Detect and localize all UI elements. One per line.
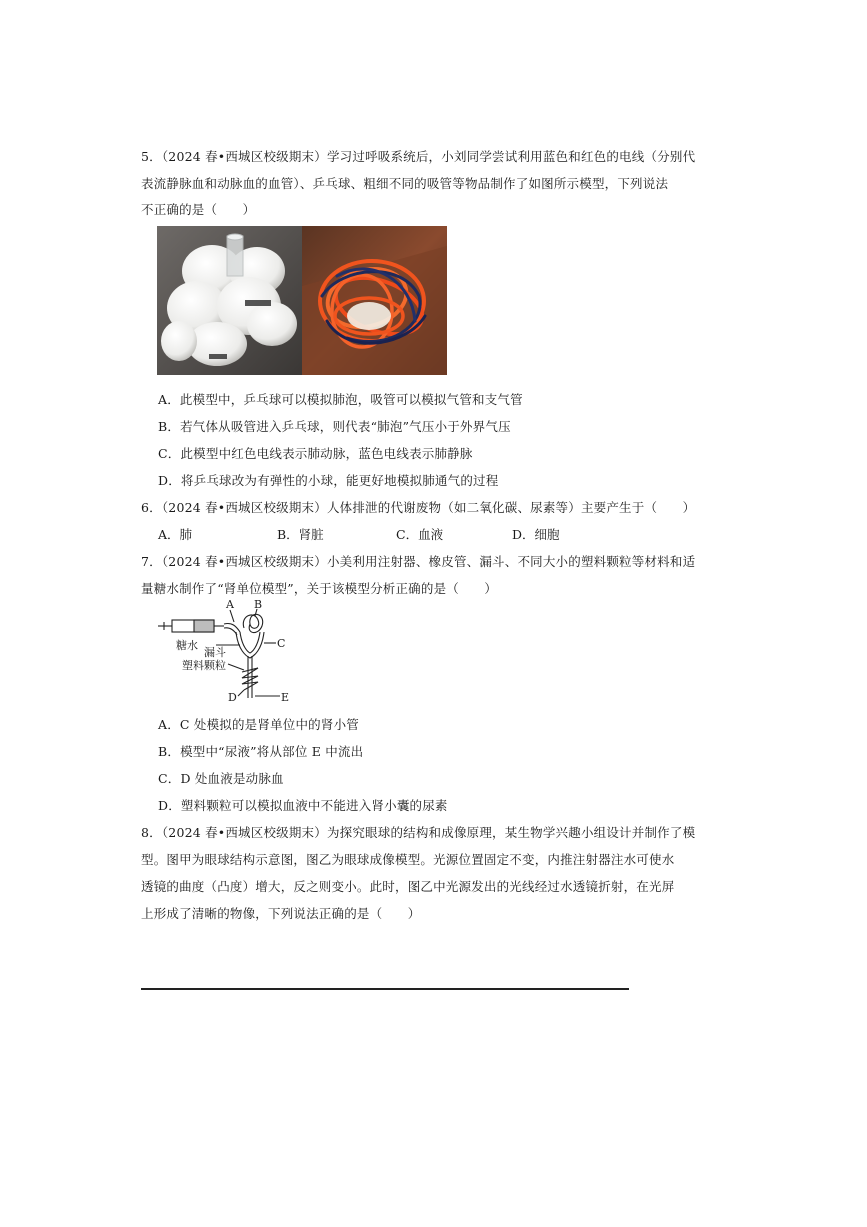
diagram-label-e: E <box>281 691 290 704</box>
q7-stem-line1: 7．（2024 春•西城区校级期末）小美利用注射器、橡皮管、漏斗、不同大小的塑料颗粒等材料和适 <box>141 554 696 569</box>
q5-stem-line2: 表流静脉血和动脉血的血管）、乒乓球、粗细不同的吸管等物品制作了如图所示模型，下列说法 <box>141 176 669 191</box>
q7-nephron-model-diagram <box>158 598 298 708</box>
q7-option-a: A．C 处模拟的是肾单位中的肾小管 <box>158 717 359 732</box>
diagram-label-funnel: 漏斗 <box>204 646 226 659</box>
page-footer-rule <box>141 988 629 990</box>
diagram-label-b: B <box>254 598 263 611</box>
q5-option-a: A．此模型中，乒乓球可以模拟肺泡，吸管可以模拟气管和支气管 <box>158 392 523 407</box>
diagram-label-plastic-particles: 塑料颗粒 <box>182 659 226 672</box>
q7-option-b: B．模型中“尿液”将从部位 E 中流出 <box>158 744 364 759</box>
q5-stem-line3: 不正确的是（ ） <box>141 202 256 217</box>
q7-option-c: C．D 处血液是动脉血 <box>158 771 284 786</box>
diagram-label-sugar-water: 糖水 <box>176 639 198 652</box>
q6-option-a: A．肺 <box>158 527 193 542</box>
diagram-label-d: D <box>228 691 237 704</box>
q8-stem-line4: 上形成了清晰的物像，下列说法正确的是（ ） <box>141 906 421 921</box>
q5-option-c: C．此模型中红色电线表示肺动脉，蓝色电线表示肺静脉 <box>158 446 473 461</box>
q5-stem-line1: 5．（2024 春•西城区校级期末）学习过呼吸系统后，小刘同学尝试利用蓝色和红色的电线（分别代 <box>141 149 696 164</box>
q6-option-c: C．血液 <box>396 527 444 542</box>
diagram-label-a: A <box>226 598 234 611</box>
q5-model-photo <box>157 226 447 375</box>
q7-stem-line2: 量糖水制作了“肾单位模型”，关于该模型分析正确的是（ ） <box>141 581 498 596</box>
q8-stem-line3: 透镜的曲度（凸度）增大，反之则变小。此时，图乙中光源发出的光线经过水透镜折射，在光屏 <box>141 879 675 894</box>
diagram-label-c: C <box>277 637 286 650</box>
q5-option-d: D．将乒乓球改为有弹性的小球，能更好地模拟肺通气的过程 <box>158 473 499 488</box>
q8-stem-line2: 型。图甲为眼球结构示意图，图乙为眼球成像模型。光源位置固定不变，内推注射器注水可使水 <box>141 852 675 867</box>
q7-option-d: D．塑料颗粒可以模拟血液中不能进入肾小囊的尿素 <box>158 798 448 813</box>
q5-option-b: B．若气体从吸管进入乒乓球，则代表“肺泡”气压小于外界气压 <box>158 419 511 434</box>
q6-option-b: B．肾脏 <box>277 527 324 542</box>
q6-option-d: D．细胞 <box>512 527 560 542</box>
q8-stem-line1: 8．（2024 春•西城区校级期末）为探究眼球的结构和成像原理，某生物学兴趣小组设计并制作了模 <box>141 825 696 840</box>
q6-stem: 6．（2024 春•西城区校级期末）人体排泄的代谢废物（如二氧化碳、尿素等）主要产生于（ ） <box>141 500 696 515</box>
